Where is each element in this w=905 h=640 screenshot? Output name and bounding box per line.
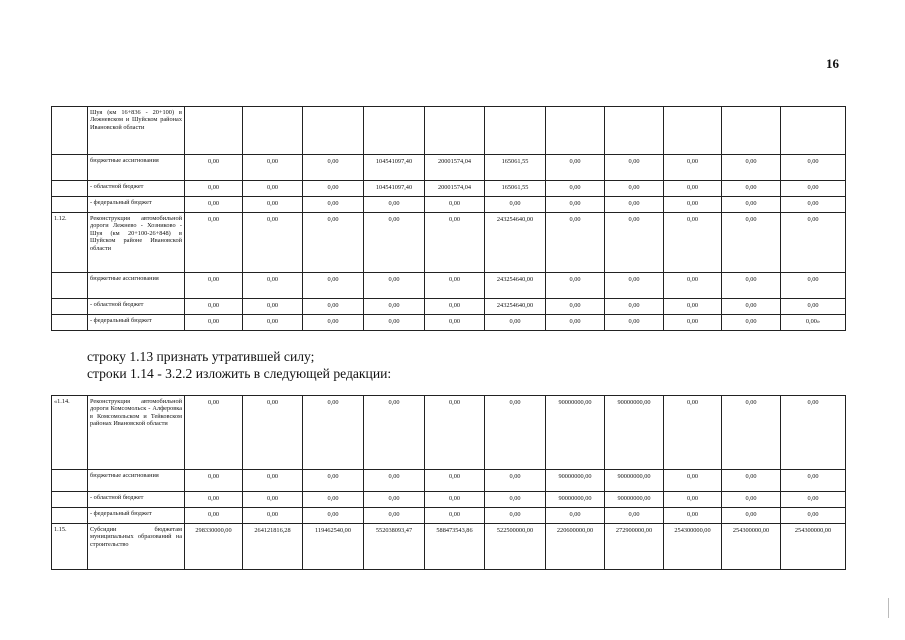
value-cell: 0,00: [425, 299, 485, 315]
value-cell: 0,00: [485, 315, 546, 331]
row-index: [52, 315, 88, 331]
value-cell: 0,00: [605, 315, 664, 331]
value-cell: 0,00: [664, 315, 722, 331]
value-cell: 0,00: [781, 508, 846, 524]
value-cell: 0,00: [364, 299, 425, 315]
value-cell: 254300000,00: [781, 524, 846, 570]
value-cell: 0,00: [185, 315, 243, 331]
value-cell: 0,00: [664, 213, 722, 273]
value-cell: 0,00: [605, 213, 664, 273]
value-cell: 0,00: [243, 273, 303, 299]
value-cell: [722, 107, 781, 155]
value-cell: 220600000,00: [546, 524, 605, 570]
row-index: [52, 508, 88, 524]
value-cell: [425, 107, 485, 155]
value-cell: 0,00: [605, 181, 664, 197]
value-cell: 0,00: [185, 155, 243, 181]
value-cell: 552038093,47: [364, 524, 425, 570]
row-description: Реконструкция автомобильной дороги Лежнево - Хозниково - Шуя (км 20+100-26+848) в Шуйском районе Ивановской области: [88, 213, 185, 273]
value-cell: 522500000,00: [485, 524, 546, 570]
value-cell: 0,00: [425, 396, 485, 470]
value-cell: 0,00: [303, 508, 364, 524]
row-description: - федеральный бюджет: [88, 197, 185, 213]
value-cell: 0,00: [485, 197, 546, 213]
value-cell: 0,00: [425, 508, 485, 524]
value-cell: 0,00: [485, 396, 546, 470]
value-cell: 0,00: [364, 396, 425, 470]
row-index: [52, 273, 88, 299]
value-cell: 0,00: [425, 470, 485, 492]
value-cell: 0,00: [243, 492, 303, 508]
value-cell: 0,00: [722, 299, 781, 315]
row-index: 1.12.: [52, 213, 88, 273]
row-description: бюджетные ассигнования: [88, 155, 185, 181]
row-description: - федеральный бюджет: [88, 315, 185, 331]
value-cell: [185, 107, 243, 155]
value-cell: 0,00: [303, 155, 364, 181]
value-cell: 0,00: [781, 273, 846, 299]
value-cell: 104541097,40: [364, 155, 425, 181]
row-index: «1.14.: [52, 396, 88, 470]
value-cell: 0,00: [243, 470, 303, 492]
value-cell: 0,00: [303, 213, 364, 273]
value-cell: 165061,55: [485, 181, 546, 197]
row-description: - областной бюджет: [88, 492, 185, 508]
value-cell: 0,00: [425, 492, 485, 508]
value-cell: 0,00: [605, 508, 664, 524]
value-cell: 264121816,28: [243, 524, 303, 570]
value-cell: 243254640,00: [485, 273, 546, 299]
value-cell: 0,00: [664, 181, 722, 197]
value-cell: 0,00: [243, 155, 303, 181]
value-cell: 0,00: [364, 315, 425, 331]
value-cell: 0,00: [485, 470, 546, 492]
value-cell: 0,00: [185, 396, 243, 470]
value-cell: 119462540,00: [303, 524, 364, 570]
value-cell: 0,00: [664, 299, 722, 315]
value-cell: 243254640,00: [485, 213, 546, 273]
value-cell: 0,00: [781, 155, 846, 181]
value-cell: 0,00: [185, 181, 243, 197]
value-cell: 298330000,00: [185, 524, 243, 570]
value-cell: 0,00: [546, 197, 605, 213]
value-cell: 0,00: [605, 273, 664, 299]
value-cell: 0,00: [303, 492, 364, 508]
value-cell: [303, 107, 364, 155]
row-index: [52, 470, 88, 492]
table-row: [52, 155, 846, 181]
row-index: 1.15.: [52, 524, 88, 570]
value-cell: 0,00: [243, 197, 303, 213]
value-cell: 0,00: [722, 213, 781, 273]
value-cell: 0,00: [185, 197, 243, 213]
value-cell: 0,00: [185, 508, 243, 524]
row-description: Шуя (км 16+836 - 20+100) в Лежневском и Шуйском районах Ивановской области: [88, 107, 185, 155]
value-cell: 0,00: [364, 492, 425, 508]
value-cell: 0,00: [722, 470, 781, 492]
table-row: [52, 107, 846, 155]
table-row: [52, 396, 846, 470]
value-cell: 0,00: [185, 470, 243, 492]
value-cell: 90000000,00: [605, 470, 664, 492]
value-cell: 0,00: [781, 299, 846, 315]
value-cell: 0,00: [485, 508, 546, 524]
value-cell: 90000000,00: [605, 396, 664, 470]
value-cell: 0,00: [781, 396, 846, 470]
value-cell: 0,00: [781, 492, 846, 508]
value-cell: 588473543,86: [425, 524, 485, 570]
value-cell: 0,00: [185, 299, 243, 315]
scan-artifact: [888, 598, 889, 618]
value-cell: 0,00: [605, 299, 664, 315]
value-cell: 0,00: [664, 492, 722, 508]
value-cell: 0,00: [243, 396, 303, 470]
value-cell: 0,00: [664, 197, 722, 213]
value-cell: 0,00: [722, 197, 781, 213]
value-cell: 0,00: [722, 155, 781, 181]
value-cell: 0,00: [722, 492, 781, 508]
value-cell: 0,00: [364, 273, 425, 299]
table-row: [52, 197, 846, 213]
value-cell: 0,00: [722, 315, 781, 331]
table-row: [52, 470, 846, 492]
value-cell: 0,00: [364, 470, 425, 492]
table-row: [52, 524, 846, 570]
value-cell: 0,00: [425, 213, 485, 273]
value-cell: [781, 107, 846, 155]
value-cell: 0,00: [364, 508, 425, 524]
value-cell: 0,00: [425, 197, 485, 213]
value-cell: [605, 107, 664, 155]
value-cell: 0,00: [781, 213, 846, 273]
value-cell: 0,00: [243, 213, 303, 273]
value-cell: 272900000,00: [605, 524, 664, 570]
value-cell: 0,00: [303, 181, 364, 197]
value-cell: 104541097,40: [364, 181, 425, 197]
value-cell: 0,00: [546, 299, 605, 315]
value-cell: 0,00: [781, 470, 846, 492]
row-index: [52, 197, 88, 213]
value-cell: 0,00: [425, 273, 485, 299]
value-cell: 0,00: [303, 396, 364, 470]
value-cell: 0,00: [364, 213, 425, 273]
page-number: 16: [826, 56, 839, 71]
value-cell: 0,00: [364, 197, 425, 213]
budget-table-top: [51, 106, 846, 331]
value-cell: 0,00: [546, 508, 605, 524]
value-cell: 165061,55: [485, 155, 546, 181]
value-cell: [485, 107, 546, 155]
value-cell: [664, 107, 722, 155]
value-cell: 90000000,00: [546, 492, 605, 508]
value-cell: 0,00: [546, 315, 605, 331]
table-row: [52, 315, 846, 331]
value-cell: 0,00: [185, 273, 243, 299]
value-cell: 0,00: [243, 508, 303, 524]
value-cell: 20001574,04: [425, 181, 485, 197]
table-row: [52, 213, 846, 273]
value-cell: 0,00: [664, 508, 722, 524]
table-row: [52, 299, 846, 315]
value-cell: 0,00: [546, 213, 605, 273]
value-cell: 254300000,00: [722, 524, 781, 570]
value-cell: 90000000,00: [546, 396, 605, 470]
paragraph-amend-1-14: строки 1.14 - 3.2.2 изложить в следующей редакции:: [87, 366, 392, 381]
value-cell: 0,00: [303, 470, 364, 492]
value-cell: [546, 107, 605, 155]
value-cell: [243, 107, 303, 155]
row-description: бюджетные ассигнования: [88, 470, 185, 492]
value-cell: 0,00: [303, 273, 364, 299]
value-cell: 0,00: [485, 492, 546, 508]
value-cell: 0,00: [722, 508, 781, 524]
value-cell: 90000000,00: [605, 492, 664, 508]
value-cell: 0,00: [546, 273, 605, 299]
table-row: [52, 492, 846, 508]
value-cell: 90000000,00: [546, 470, 605, 492]
row-description: - областной бюджет: [88, 299, 185, 315]
table-row: [52, 273, 846, 299]
value-cell: 0,00: [781, 197, 846, 213]
value-cell: 0,00: [185, 492, 243, 508]
row-description: Субсидии бюджетам муниципальных образований на строительство: [88, 524, 185, 570]
value-cell: 0,00: [546, 155, 605, 181]
value-cell: 0,00: [664, 470, 722, 492]
row-description: Реконструкция автомобильной дороги Комсомольск - Алферовка в Комсомольском и Тейковском районах Ивановской области: [88, 396, 185, 470]
value-cell: 20001574,04: [425, 155, 485, 181]
paragraph-repeal-1-13: строку 1.13 признать утратившей силу;: [87, 349, 315, 364]
value-cell: 0,00: [303, 299, 364, 315]
value-cell: 0,00: [425, 315, 485, 331]
value-cell: 0,00: [185, 213, 243, 273]
value-cell: 0,00: [722, 396, 781, 470]
value-cell: 0,00: [664, 396, 722, 470]
value-cell: 0,00: [722, 181, 781, 197]
value-cell: 243254640,00: [485, 299, 546, 315]
value-cell: 254300000,00: [664, 524, 722, 570]
value-cell: 0,00: [722, 273, 781, 299]
value-cell: 0,00: [664, 273, 722, 299]
row-index: [52, 299, 88, 315]
value-cell: 0,00: [664, 155, 722, 181]
row-description: бюджетные ассигнования: [88, 273, 185, 299]
value-cell: 0,00: [546, 181, 605, 197]
row-index: [52, 107, 88, 155]
row-index: [52, 181, 88, 197]
value-cell: 0,00: [605, 197, 664, 213]
value-cell: [364, 107, 425, 155]
row-index: [52, 492, 88, 508]
value-cell: 0,00»: [781, 315, 846, 331]
value-cell: 0,00: [243, 299, 303, 315]
value-cell: 0,00: [243, 181, 303, 197]
table-row: [52, 181, 846, 197]
value-cell: 0,00: [303, 197, 364, 213]
row-index: [52, 155, 88, 181]
budget-table-bottom: [51, 395, 846, 570]
value-cell: 0,00: [303, 315, 364, 331]
table-row: [52, 508, 846, 524]
row-description: - областной бюджет: [88, 181, 185, 197]
value-cell: 0,00: [781, 181, 846, 197]
value-cell: 0,00: [605, 155, 664, 181]
row-description: - федеральный бюджет: [88, 508, 185, 524]
value-cell: 0,00: [243, 315, 303, 331]
